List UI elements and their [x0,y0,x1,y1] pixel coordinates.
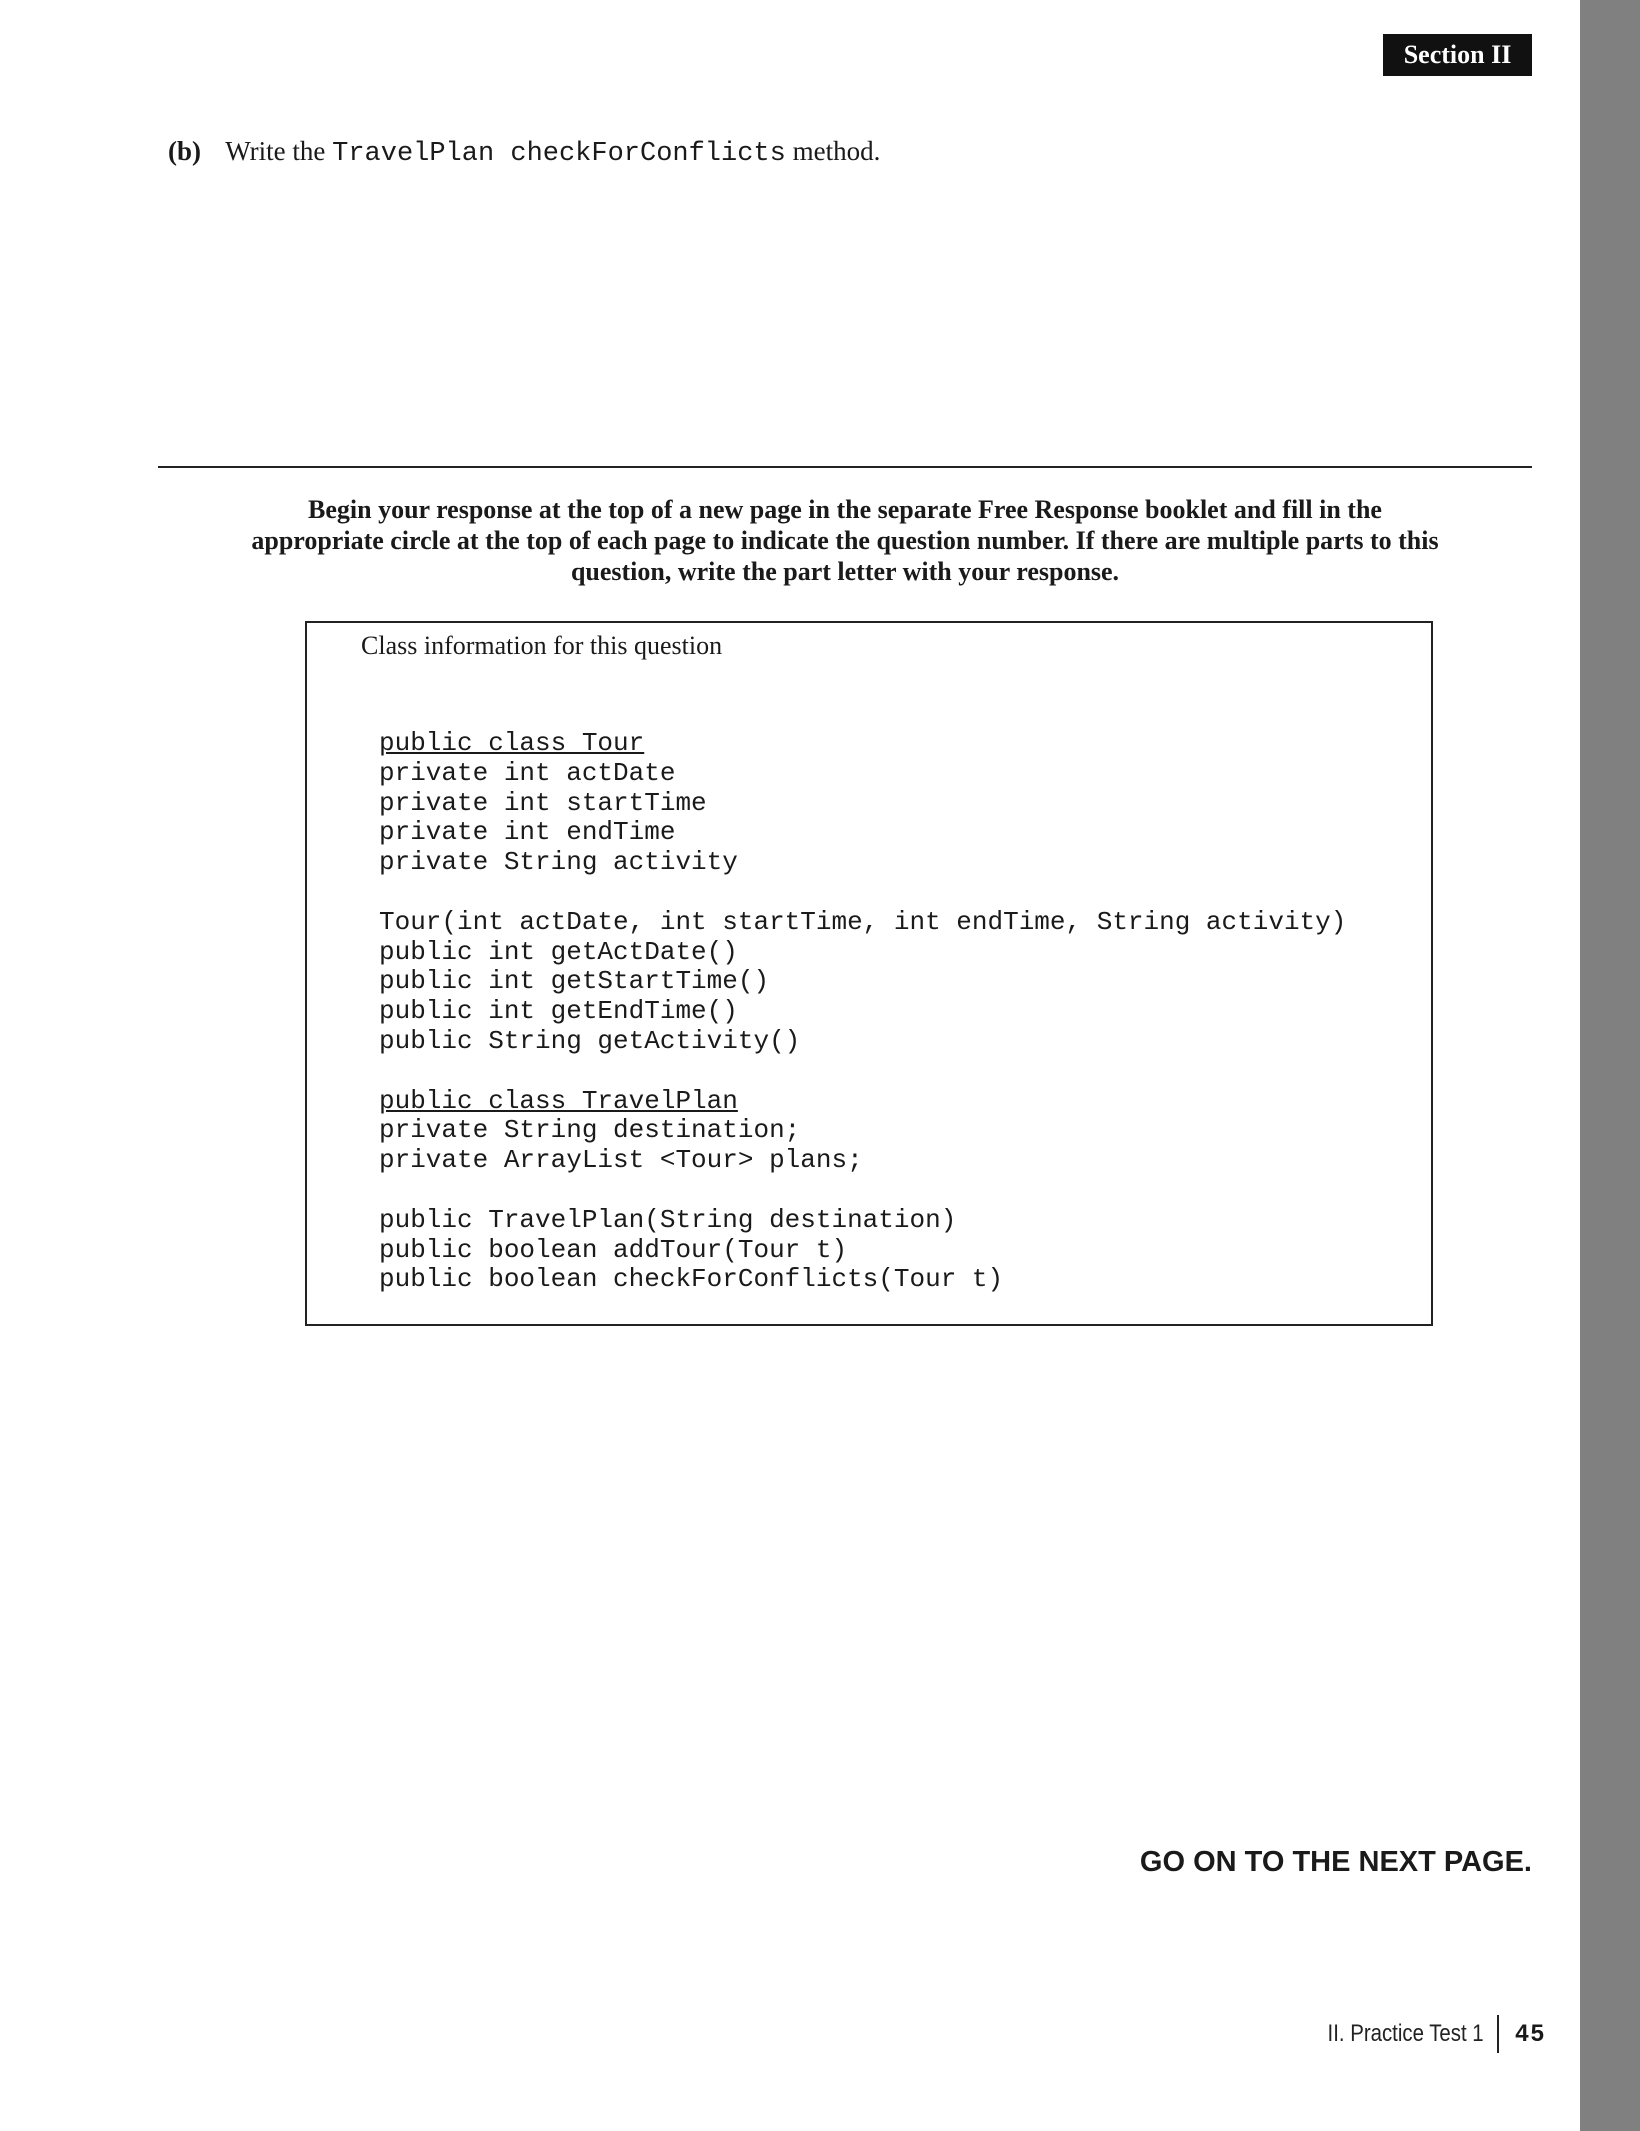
code-line-text: public int getEndTime() [379,996,738,1027]
code-line [379,818,1346,848]
code-line-text: private int startTime [379,787,707,818]
code-line [379,908,1346,938]
code-line-text: private int endTime [379,817,676,848]
code-line [379,1146,1346,1176]
code-class-heading [379,729,1346,759]
code-line-text: public int getStartTime() [379,966,770,997]
question-suffix: method. [792,136,881,166]
response-instructions: Begin your response at the top of a new page in the separate Free Response booklet and fill in the appropriate circle at the top of each page to indicate the question number. If there are multiple parts to this question, write the part letter with your response. [251,495,1439,586]
code-line [379,1206,1346,1236]
footer-label: II. Practice Test 1 [1327,2020,1484,2047]
code-line-text: public class Tour [379,728,645,758]
question-prefix: Write the [225,136,326,166]
class-box-caption: Class information for this question [361,631,723,660]
page-number: 45 [1515,2020,1546,2047]
class-information-box [305,621,1433,1326]
code-line [379,1236,1346,1266]
code-line [379,967,1346,997]
code-line-text: private String destination; [379,1115,801,1146]
go-on-notice: GO ON TO THE NEXT PAGE. [1139,1846,1532,1878]
section-badge: Section II [1383,34,1532,76]
question-part-b [168,136,880,169]
code-line [379,789,1346,819]
code-blank-line [379,878,1346,908]
code-line [379,1027,1346,1057]
code-line [379,848,1346,878]
code-line-text: public int getActDate() [379,936,738,967]
code-line [379,938,1346,968]
code-class-heading [379,1087,1346,1117]
code-line [379,1265,1346,1295]
code-line [379,759,1346,789]
code-line-text: private int actDate [379,757,676,788]
code-line-text: public class TravelPlan [379,1085,738,1116]
footer-divider [1497,2015,1499,2053]
code-line [379,1116,1346,1146]
code-line-text: public String getActivity() [379,1025,801,1056]
code-line-text: private ArrayList <Tour> plans; [379,1145,863,1176]
page-footer [1300,2015,1546,2053]
page-edge-bar [1580,0,1640,2131]
code-line [379,997,1346,1027]
class-code-listing [379,729,1346,1295]
code-blank-line [379,1176,1346,1206]
code-line-text: Tour(int actDate, int startTime, int endTime, String activity) [379,906,1347,937]
code-line-text: public TravelPlan(String destination) [379,1204,957,1235]
code-line-text: private String activity [379,847,738,878]
part-letter: (b) [168,136,201,166]
divider-line [158,466,1532,468]
code-line-text: public boolean addTour(Tour t) [379,1234,848,1265]
code-line-text: public boolean checkForConflicts(Tour t) [379,1264,1004,1295]
code-blank-line [379,1057,1346,1087]
question-code-ref: TravelPlan checkForConflicts [332,139,786,169]
